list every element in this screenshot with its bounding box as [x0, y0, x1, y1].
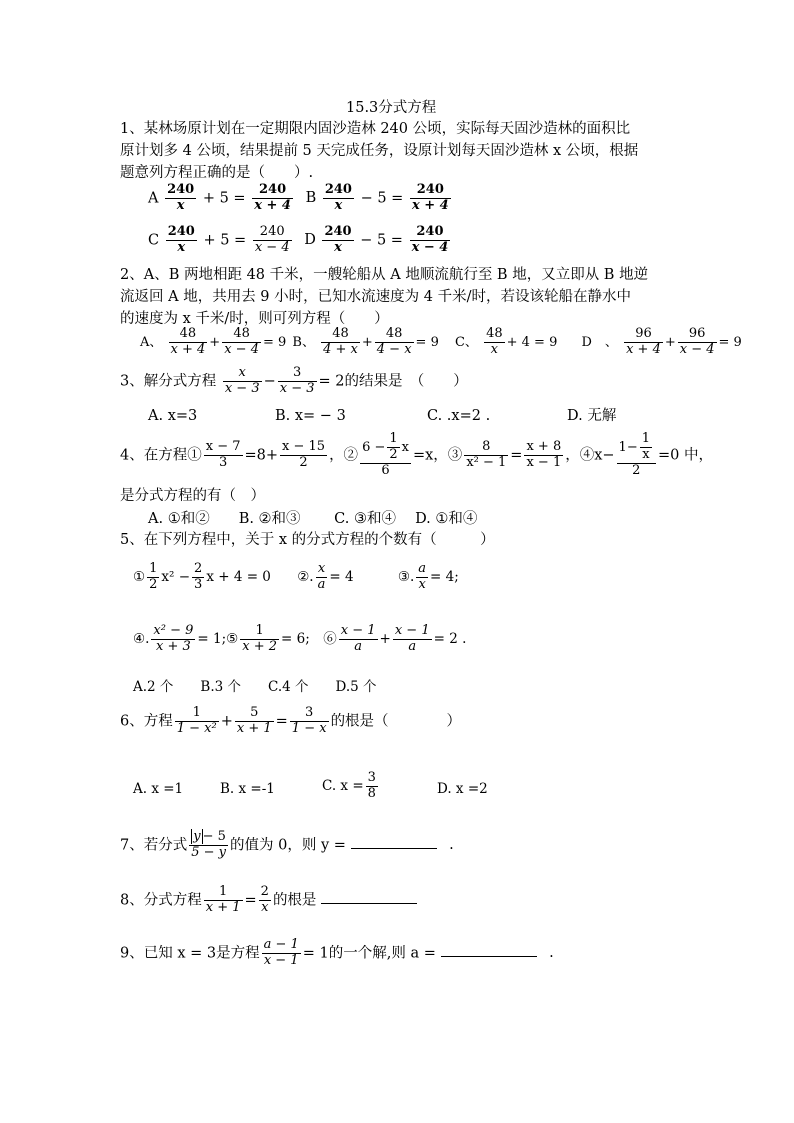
q5-options: A.2 个 B.3 个 C.4 个 D.5 个: [133, 679, 377, 695]
q3-option-d: D. 无解: [567, 408, 617, 424]
q6-option-c: C. x = $\frac{3}{8}$: [322, 770, 376, 801]
q1-options-row2: C $\frac{240}{x}$ + 5 = $\frac{240}{x - 4}$ D $\frac{240}{x}$ − 5 = $\frac{240}{x - 4}$: [148, 224, 449, 255]
q2-d-frac2: $\frac{96}{x - 4}$: [679, 326, 715, 357]
q4-stem-row: 4、在方程① $\frac{x - 7}{3}$ =8+ $\frac{x - 15}{2}$ ，② 6 − $\frac{1}{2}$ x 6 =x，③ $\frac{8}{\text{x² − 1}}$ = $\frac{x + 8}{x - 1}$ ，④x− 1− $\frac{1}{x}$ 2 =0 中，: [120, 431, 713, 478]
q3-option-b: B. x= − 3: [275, 408, 346, 424]
q1-option-c-label: C: [148, 232, 160, 249]
q5-equations-row1: ① $\frac{1}{2}$ x² − $\frac{2}{3}$ x + 4 = 0 ②. $\frac{x}{a}$ = 4 ③. $\frac{a}{x}$ = 4;: [133, 561, 459, 592]
q4-frac2: $\frac{x - 15}{2}$: [282, 438, 326, 470]
q2-b-frac1: $\frac{48}{4 + x}$: [323, 326, 358, 357]
q5-e1-half: $\frac{1}{2}$: [149, 561, 158, 592]
q1-option-d-label: D: [304, 232, 316, 249]
q1-a-fraction-left: $\frac{240}{x}$: [167, 182, 195, 213]
q1-line2: 原计划多 4 公顷，结果提前 5 天完成任务，设原计划每天固沙造林 x 公顷，根据: [120, 143, 639, 159]
q5-e4-frac: $\frac{\text{x² − 9}}{x + 3}$: [153, 623, 194, 654]
q4-frac6: 1− $\frac{1}{x}$ 2: [617, 432, 656, 479]
q2-b-frac2: $\frac{48}{4 - x}$: [376, 326, 412, 357]
q5-e1-two-thirds: $\frac{2}{3}$: [194, 561, 203, 592]
q8-answer-blank[interactable]: [321, 889, 417, 904]
q1-a-fraction-right: $\frac{240}{x + 4}$: [254, 182, 291, 213]
q3-option-a: A. x=3: [148, 408, 198, 424]
q4-frac3: 6 − $\frac{1}{2}$ x 6: [362, 431, 409, 478]
q5-e3-frac: $\frac{a}{x}$: [418, 561, 427, 592]
q8-frac1: $\frac{1}{x + 1}$: [205, 884, 241, 915]
q5-e2-frac: $\frac{x}{a}$: [317, 561, 326, 592]
q1-d-fraction-left: $\frac{240}{x}$: [324, 224, 352, 255]
q1-line1: 1、某林场原计划在一定期限内固沙造林 240 公顷，实际每天固沙造林的面积比: [120, 121, 631, 137]
q6-stem-row: 6、方程 $\frac{1}{\text{1 − x²}}$ + $\frac{5}{x + 1}$ = $\frac{3}{1 - x}$ 的根是（ ）: [120, 705, 462, 736]
q6-option-c-frac: $\frac{3}{8}$: [367, 770, 376, 801]
q6-frac3: $\frac{3}{1 - x}$: [291, 705, 327, 736]
q7-row: 7、若分式 $\frac{y - 5}{5 - y}$ 的值为 0，则 y = .: [120, 829, 454, 860]
q1-c-fraction-right: $\frac{240}{x - 4}$: [254, 224, 290, 255]
q1-option-b-label: B: [305, 190, 317, 207]
q1-b-fraction-right: $\frac{240}{x + 4}$: [411, 182, 449, 213]
q1-options-row1: A $\frac{240}{x}$ + 5 = $\frac{240}{x + 4}$ B $\frac{240}{x}$ − 5 = $\frac{240}{x + 4}$: [148, 182, 449, 213]
q2-option-c-label: C、: [454, 334, 478, 350]
q7-frac: $\frac{y - 5}{5 - y}$: [191, 829, 227, 860]
q8-row: 8、分式方程 $\frac{1}{x + 1}$ = $\frac{2}{x}$ 的根是: [120, 885, 417, 916]
q2-line2: 流返回 A 地，共用去 9 小时，已知水流速度为 4 千米/时，若设该轮船在静水中: [120, 289, 631, 305]
q1-option-a-label: A: [148, 190, 159, 207]
q1-line3: 题意列方程正确的是（ ）.: [120, 165, 314, 181]
q4-frac4: $\frac{8}{\text{x² − 1}}$: [466, 438, 507, 470]
q6-frac2: $\frac{5}{x + 1}$: [236, 705, 272, 736]
q4-inner-frac: $\frac{1}{x}$: [641, 431, 650, 462]
q3-frac1: $\frac{x}{x - 3}$: [224, 365, 260, 396]
q5-stem: 5、在下列方程中，关于 x 的分式方程的个数有（ ）: [120, 532, 495, 548]
q6-option-d: D. x =2: [437, 781, 488, 797]
q2-c-frac: $\frac{48}{x}$: [486, 326, 503, 357]
q5-e5-frac: $\frac{1}{x + 2}$: [242, 623, 277, 654]
q1-b-fraction-left: $\frac{240}{x}$: [324, 182, 352, 213]
q2-options-row: A、 $\frac{48}{x + 4}$ + $\frac{48}{x - 4}$ = 9 B、 $\frac{48}{4 + x}$ + $\frac{48}{4 - x}$ = 9 C、 $\frac{48}{x}$ + 4 = 9 D 、 $\frac{96}{x + 4}$ + $\frac{96}{x - 4}$ = 9: [140, 326, 742, 357]
q4-frac5: $\frac{x + 8}{x - 1}$: [526, 438, 562, 470]
q1-d-fraction-right: $\frac{240}{x - 4}$: [411, 224, 449, 255]
q9-row: 9、已知 x = 3是方程 $\frac{a - 1}{x - 1}$ = 1的一个解,则 a = .: [120, 937, 554, 968]
q2-option-d-label: D 、: [581, 334, 618, 350]
q3-stem-row: 3、解分式方程 $\frac{x}{x - 3}$ − $\frac{3}{x - 3}$ = 2的结果是 （ ）: [120, 365, 468, 396]
q1-c-fraction-left: $\frac{240}{x}$: [167, 224, 195, 255]
q2-d-frac1: $\frac{96}{x + 4}$: [626, 326, 661, 357]
q2-a-frac1: $\frac{48}{x + 4}$: [170, 326, 206, 357]
q6-option-a: A. x =1: [133, 781, 184, 797]
q5-e6-frac2: $\frac{x - 1}{a}$: [394, 623, 430, 654]
q9-answer-blank[interactable]: [441, 942, 537, 957]
q5-e6-frac1: $\frac{x - 1}{a}$: [340, 623, 376, 654]
page-title: 15.3分式方程: [346, 100, 437, 116]
q3-frac2: $\frac{3}{x - 3}$: [279, 365, 315, 396]
q4-frac1: $\frac{x - 7}{3}$: [205, 438, 241, 470]
q2-line3: 的速度为 x 千米/时，则可列方程（ ）: [120, 311, 389, 327]
q4-line2: 是分式方程的有（ ）: [120, 488, 265, 504]
q5-equations-row2: ④. $\frac{\text{x² − 9}}{x + 3}$ = 1;⑤ $\frac{1}{x + 2}$ = 6; ⑥ $\frac{x - 1}{a}$ + $\frac{x - 1}{a}$ = 2 .: [133, 623, 467, 654]
q2-option-a-label: A、: [140, 334, 163, 350]
q8-frac2: $\frac{2}{x}$: [260, 884, 269, 915]
q2-a-frac2: $\frac{48}{x - 4}$: [224, 326, 259, 357]
q6-frac1: $\frac{1}{\text{1 − x²}}$: [176, 705, 217, 736]
q4-half-frac: $\frac{1}{2}$: [389, 431, 398, 462]
q7-answer-blank[interactable]: [351, 834, 437, 849]
q4-options: A. ①和② B. ②和③ C. ③和④ D. ①和④: [148, 511, 478, 527]
q2-option-b-label: B、: [292, 334, 315, 350]
q9-frac: $\frac{a - 1}{x - 1}$: [263, 937, 299, 968]
q3-option-c: C. .x=2 .: [427, 408, 491, 424]
q2-line1: 2、A、B 两地相距 48 千米，一艘轮船从 A 地顺流航行至 B 地，又立即从 B 地逆: [120, 267, 649, 283]
q6-option-b: B. x =-1: [220, 781, 275, 797]
